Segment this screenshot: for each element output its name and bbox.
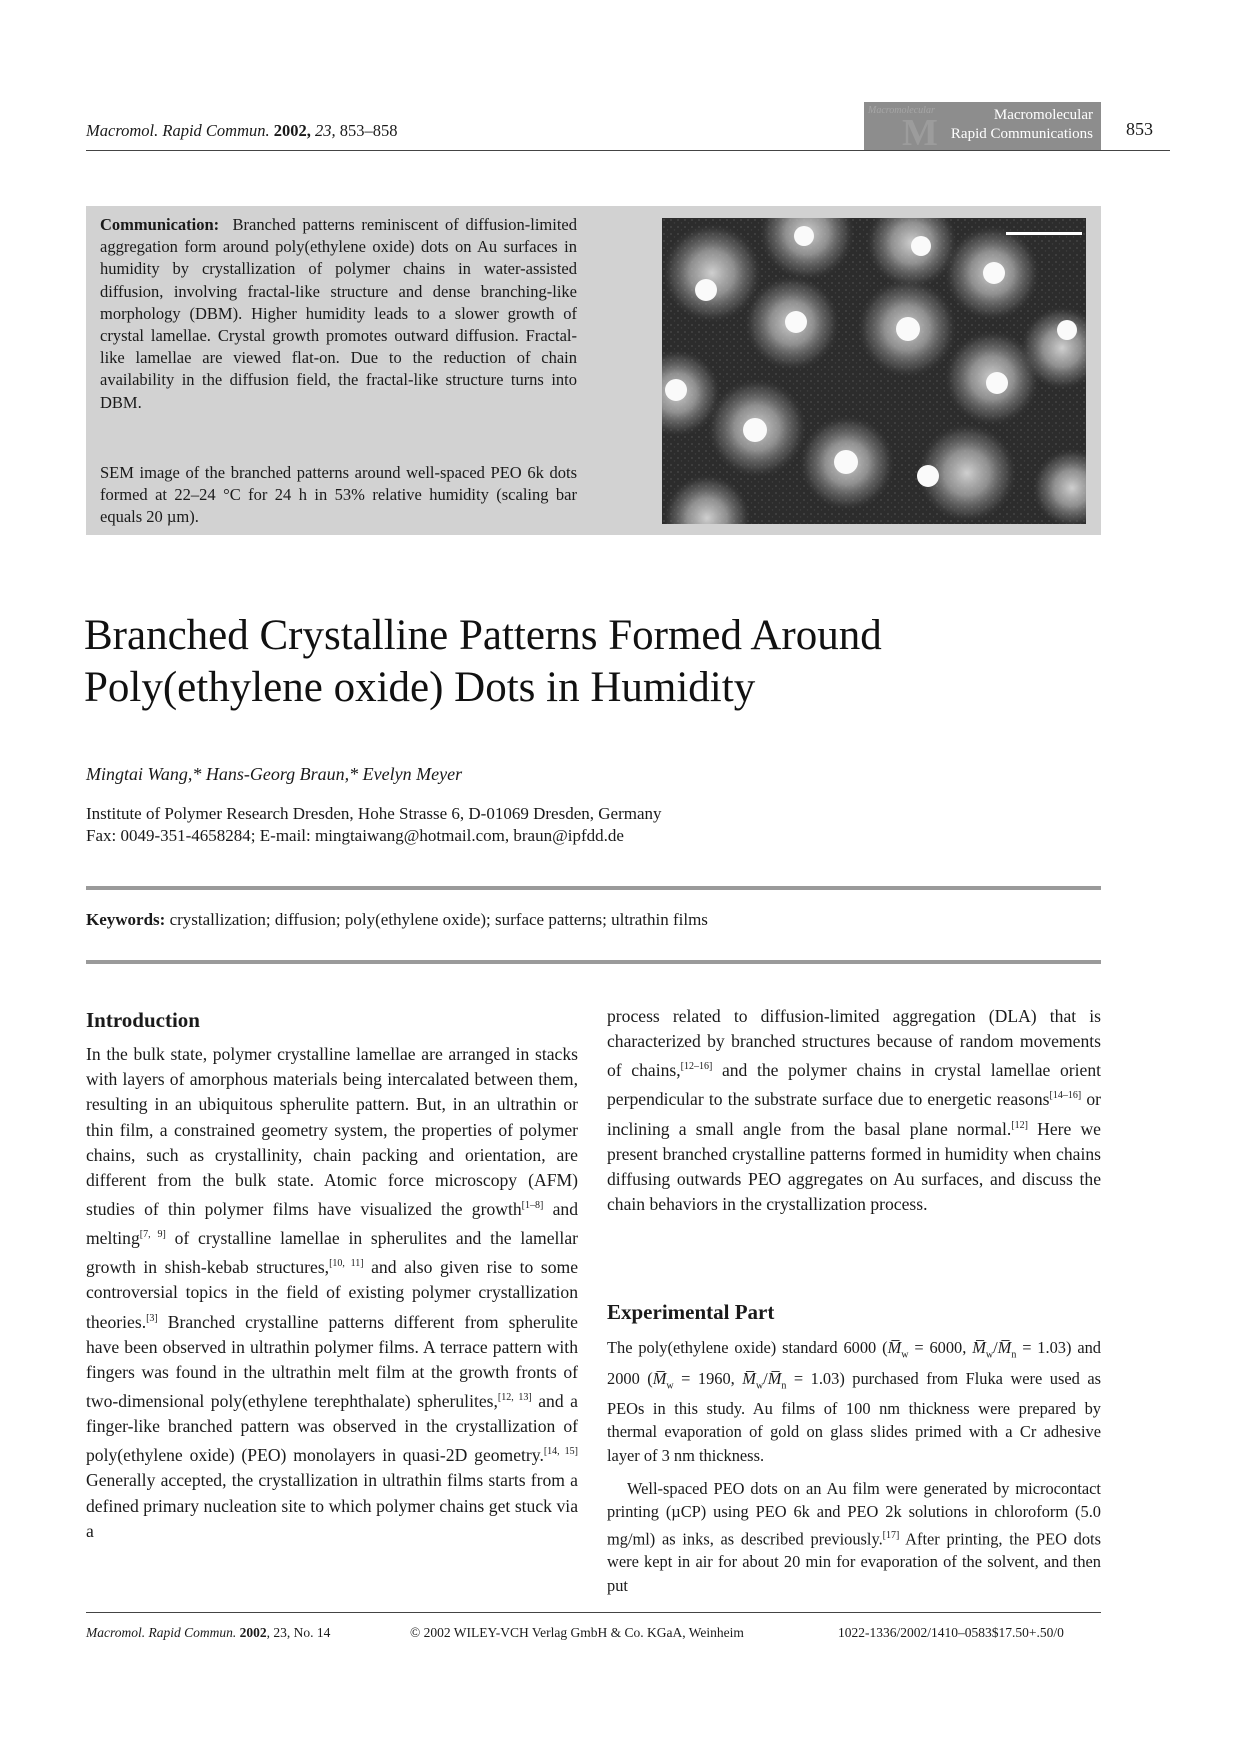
mn-symbol: M̅: [997, 1338, 1012, 1357]
logo-line-2: Rapid Communications: [950, 126, 1093, 142]
col2-text-2: and the polymer chains in crystal lamellae orient perpendicular to the substrate surface due to energetic reasons: [607, 1060, 1101, 1110]
citation-ref: [1–8]: [521, 1200, 544, 1212]
footer-year: 2002: [239, 1625, 267, 1640]
journal-year: 2002,: [273, 121, 311, 140]
col2-text-4: Here we present branched crystalline patterns formed in humidity when chains diffusing outwards PEO aggregates on Au surfaces, and discuss the chain behaviors in the crystallization process.: [607, 1118, 1101, 1214]
slash: /: [763, 1368, 768, 1388]
slash: /: [993, 1338, 998, 1357]
exp-text-5: = 1.03) purchased from Fluka were used as PEOs in this study. Au films of 100 nm thickness were prepared by thermal evaporation of gold on glass slides primed with a Cr adhesive layer of 3 nm thickness.: [607, 1368, 1101, 1465]
citation-ref: [12–16]: [680, 1061, 713, 1073]
page-number: 853: [1126, 119, 1153, 139]
scale-bar: [1006, 232, 1082, 235]
journal-logo: [864, 102, 1101, 150]
citation-ref: [17]: [882, 1529, 900, 1541]
citation-ref: [12]: [1011, 1119, 1028, 1131]
col2-text-3: or inclining a small angle from the basal plane normal.: [607, 1089, 1101, 1139]
footer-journal: Macromol. Rapid Commun.: [86, 1625, 237, 1640]
column2-paragraph: [607, 1004, 1101, 1217]
intro-text-3: of crystalline lamellae in spherulites and the lamellar growth in shish-kebab structures,: [86, 1228, 578, 1278]
intro-text-7: Generally accepted, the crystallization in ultrathin films starts from a defined primary nucleation site to which polymer chains get stuck via a: [86, 1470, 578, 1541]
citation-ref: [14, 15]: [543, 1446, 578, 1458]
journal-name: Macromol. Rapid Commun.: [86, 121, 270, 140]
mw-symbol: M̅: [652, 1368, 667, 1388]
citation-ref: [14–16]: [1049, 1090, 1082, 1102]
sem-micrograph: [662, 218, 1086, 524]
subscript-n: n: [1011, 1349, 1017, 1361]
header-rule: [86, 150, 1170, 151]
title-line-1: Branched Crystalline Patterns Formed Around: [84, 612, 882, 659]
intro-text-5: Branched crystalline patterns different from spherulite have been observed in ultrathin polymer films. A terrace pattern with fingers was found in the ultrathin melt film at the growth fronts of two-dimensional poly(ethylene terephthalate) spherulites,: [86, 1311, 578, 1411]
subscript-w: w: [666, 1379, 674, 1391]
logo-watermark-letter: M: [902, 112, 938, 150]
title-line-2: Poly(ethylene oxide) Dots in Humidity: [84, 664, 756, 711]
abstract-label: Communication:: [100, 215, 220, 234]
authors: Mingtai Wang,* Hans-Georg Braun,* Evelyn Meyer: [86, 764, 463, 784]
mn-symbol: M̅: [767, 1368, 782, 1388]
experimental-paragraph-1: [607, 1336, 1101, 1467]
journal-pages: 853–858: [339, 121, 398, 140]
intro-text-1: In the bulk state, polymer crystalline lamellae are arranged in stacks with layers of amorphous materials being intercalated between them, resulting in an ubiquitous spherulite pattern. But, in an ultrathin or thin film, a constrained geometry system, the properties of polymer chains, such as crystallinity, chain packing and orientation, are different from the bulk state. Atomic force microscopy (AFM) studies of thin polymer films have visualized the growth: [86, 1044, 578, 1220]
keywords-rule-bottom: [86, 960, 1101, 964]
subscript-w: w: [985, 1349, 994, 1361]
affiliation: [86, 803, 662, 847]
keywords: [86, 910, 708, 930]
introduction-paragraph: [86, 1042, 578, 1544]
experimental-heading: Experimental Part: [607, 1300, 775, 1324]
exp-text-6: Well-spaced PEO dots on an Au film were generated by microcontact printing (µCP) using PEO 6k and PEO 2k solutions in chloroform (5.0 mg/ml) as inks, as described previously.: [607, 1479, 1101, 1549]
subscript-w: w: [755, 1379, 764, 1391]
sem-image: [662, 218, 1086, 524]
exp-text-1: The poly(ethylene oxide) standard 6000 (: [607, 1338, 888, 1357]
citation-ref: [12, 13]: [497, 1392, 532, 1404]
footer-issue: , 23, No. 14: [266, 1625, 331, 1640]
citation-ref: [3]: [146, 1312, 158, 1324]
footer-copyright: © 2002 WILEY-VCH Verlag GmbH & Co. KGaA, Weinheim: [410, 1625, 744, 1640]
logo-line-1: Macromolecular: [993, 107, 1093, 123]
col2-text-1: process related to diffusion-limited aggregation (DLA) that is characterized by branched structures because of random movements of chains,: [607, 1006, 1101, 1081]
exp-text-2: = 6000,: [908, 1338, 973, 1357]
subscript-n: n: [781, 1379, 787, 1391]
keywords-rule-top: [86, 886, 1101, 890]
running-header-citation: [86, 121, 398, 141]
abstract-figure-caption: SEM image of the branched patterns around well-spaced PEO 6k dots formed at 22–24 °C for 24 h in 53% relative humidity (scaling bar equals 20 µm).: [100, 463, 577, 527]
mw-symbol: M̅: [742, 1368, 756, 1388]
intro-text-4: and also given rise to some controversial topics in the field of existing polymer crystallization theories.: [86, 1257, 578, 1332]
affiliation-address: Institute of Polymer Research Dresden, Hohe Strasse 6, D-01069 Dresden, Germany: [86, 804, 662, 823]
abstract-body: Branched patterns reminiscent of diffusion-limited aggregation form around poly(ethylene oxide) dots on Au surfaces in humidity by crystallization of polymer chains in water-assisted diffusion, involving fractal-like structure and dense branching-like morphology (DBM). Higher humidity leads to a slower growth of crystal lamellae. Crystal growth promotes outward diffusion. Fractal-like lamellae are viewed flat-on. Due to the reduction of chain availability in the diffusion field, the fractal-like structure turns into DBM.: [100, 215, 577, 412]
keywords-label: Keywords:: [86, 910, 166, 929]
experimental-paragraph-2: [607, 1477, 1101, 1597]
affiliation-contact: Fax: 0049-351-4658284; E-mail: mingtaiwang@hotmail.com, braun@ipfdd.de: [86, 826, 624, 845]
logo-watermark-text: Macromolecular: [868, 105, 935, 116]
footer-rule: [86, 1612, 1101, 1613]
citation-ref: [10, 11]: [329, 1258, 364, 1270]
keywords-list: crystallization; diffusion; poly(ethylene oxide); surface patterns; ultrathin films: [169, 910, 708, 929]
article-title: [84, 610, 1084, 714]
footer-citation: [86, 1625, 330, 1641]
citation-ref: [7, 9]: [139, 1229, 166, 1241]
mw-symbol: M̅: [972, 1338, 986, 1357]
intro-text-2: and melting: [86, 1199, 578, 1249]
intro-text-6: and a finger-like branched pattern was observed in the crystallization of poly(ethylene oxide) (PEO) monolayers in quasi-2D geometry.: [86, 1390, 578, 1466]
introduction-heading: Introduction: [86, 1008, 200, 1032]
exp-text-3: = 1.03) and 2000 (: [607, 1338, 1101, 1388]
footer-issn: 1022-1336/2002/1410–0583$17.50+.50/0: [838, 1625, 1064, 1640]
subscript-w: w: [901, 1349, 909, 1361]
journal-volume: 23,: [315, 121, 336, 140]
exp-text-7: After printing, the PEO dots were kept in air for about 20 min for evaporation of the solvent, and then put: [607, 1529, 1101, 1595]
abstract-text: [100, 214, 577, 414]
exp-text-4: = 1960,: [673, 1368, 743, 1388]
mw-symbol: M̅: [887, 1338, 902, 1357]
